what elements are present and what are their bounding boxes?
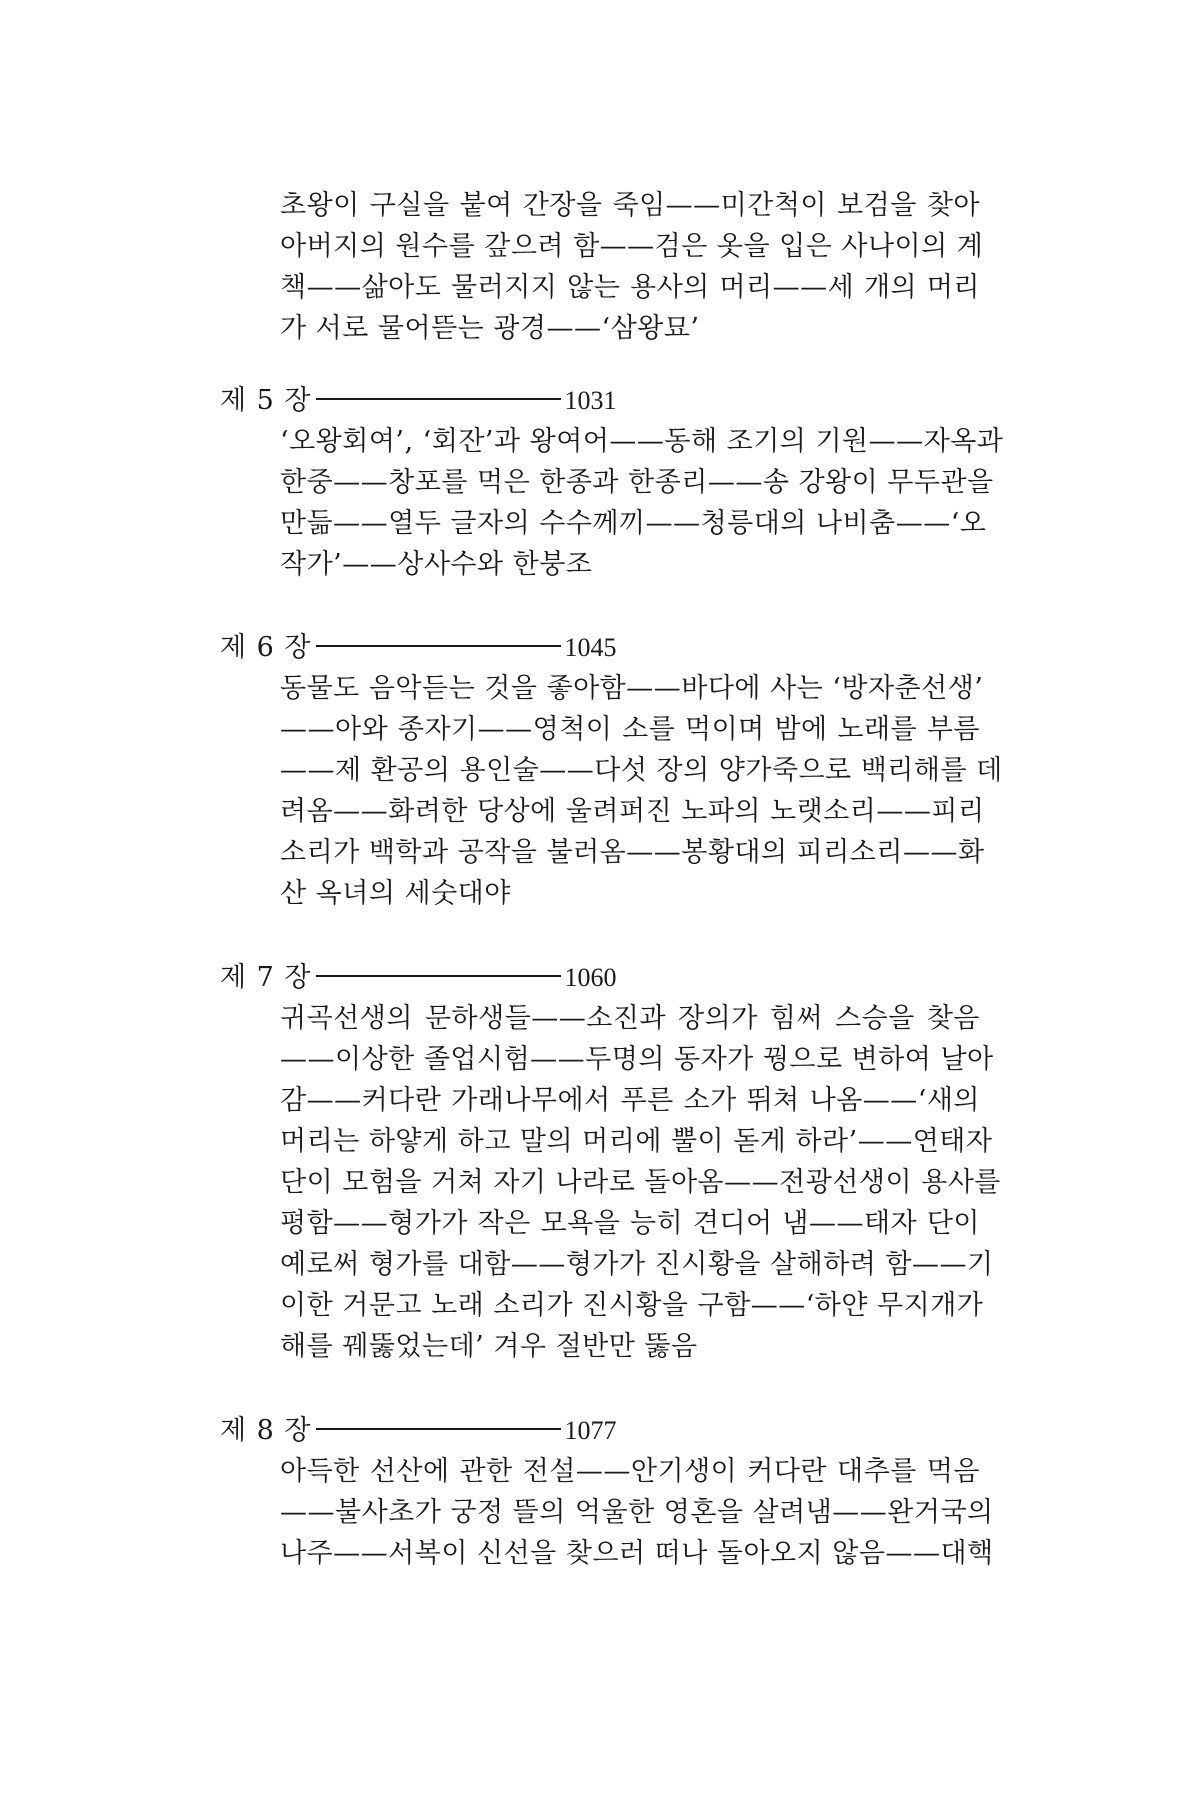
leader-line: [316, 645, 561, 647]
chapter-6-entry: [220, 627, 1003, 914]
chapter-4-continuation: [280, 185, 984, 349]
text-line: 려옴——화려한 당상에 울려퍼진 노파의 노랫소리——피리: [280, 796, 985, 827]
text-line: 가 서로 물어뜯는 광경——‘삼왕묘’: [280, 313, 700, 344]
text-line: 산 옥녀의 세숫대야: [280, 878, 511, 909]
chapter-heading: [220, 957, 980, 998]
text-line: ——불사초가 궁정 뜰의 억울한 영혼을 살려냄——완거국의: [280, 1497, 994, 1528]
text-line: ‘오왕회여’, ‘회잔’과 왕여어——동해 조기의 기원——자옥과: [280, 426, 1004, 457]
chapter-summary: [220, 421, 1004, 585]
text-line: 이한 거문고 노래 소리가 진시황을 구함——‘하얀 무지개가: [280, 1290, 984, 1321]
text-line: ——제 환공의 용인술——다섯 장의 양가죽으로 백리해를 데: [280, 755, 1003, 786]
chapter-page-number: 1031: [564, 386, 617, 415]
text-line: 작가’——상사수와 한붕조: [280, 549, 593, 580]
text-line: 만듦——열두 글자의 수수께끼——청릉대의 나비춤——‘오: [280, 508, 987, 539]
chapter-page-number: 1077: [564, 1416, 617, 1445]
chapter-heading: [220, 627, 980, 668]
text-line: 아버지의 원수를 갚으려 함——검은 옷을 입은 사나이의 계: [280, 231, 984, 262]
text-line: 한중——창포를 먹은 한종과 한종리——송 강왕이 무두관을: [280, 467, 994, 498]
chapter-8-entry: [220, 1410, 994, 1574]
text-line: 예로써 형가를 대함——형가가 진시황을 살해하려 함——기: [280, 1249, 994, 1280]
chapter-page-number: 1060: [564, 963, 617, 992]
chapter-summary: [220, 1451, 994, 1574]
text-line: ——아와 종자기——영척이 소를 먹이며 밤에 노래를 부름: [280, 714, 980, 745]
text-line: 소리가 백학과 공작을 불러옴——봉황대의 피리소리——화: [280, 837, 985, 868]
chapter-summary: [220, 668, 1003, 914]
chapter-heading: [220, 380, 980, 421]
text-line: 나주——서복이 신선을 찾으러 떠나 돌아오지 않음——대핵: [280, 1538, 994, 1569]
chapter-label: 제 8 장: [220, 1415, 312, 1446]
chapter-label: 제 5 장: [220, 385, 312, 416]
chapter-summary: [220, 998, 1001, 1367]
text-line: ——이상한 졸업시험——두명의 동자가 꿩으로 변하여 날아: [280, 1044, 994, 1075]
chapter-page-number: 1045: [564, 633, 617, 662]
text-line: 감——커다란 가래나무에서 푸른 소가 뛰쳐 나옴——‘새의: [280, 1085, 980, 1116]
leader-line: [316, 975, 561, 977]
chapter-label: 제 6 장: [220, 632, 312, 663]
text-line: 아득한 선산에 관한 전설——안기생이 커다란 대추를 먹음: [280, 1456, 980, 1487]
chapter-heading: [220, 1410, 980, 1451]
text-line: 귀곡선생의 문하생들——소진과 장의가 힘써 스승을 찾음: [280, 1003, 980, 1034]
chapter-7-entry: [220, 957, 1001, 1367]
text-line: 평함——형가가 작은 모욕을 능히 견디어 냄——태자 단이: [280, 1208, 980, 1239]
text-line: 책——삶아도 물러지지 않는 용사의 머리——세 개의 머리: [280, 272, 980, 303]
text-line: 머리는 하얗게 하고 말의 머리에 뿔이 돋게 하라’——연태자: [280, 1126, 993, 1157]
leader-line: [316, 1428, 561, 1430]
text-line: 해를 꿰뚫었는데’ 겨우 절반만 뚫음: [280, 1331, 698, 1362]
chapter-label: 제 7 장: [220, 962, 312, 993]
leader-line: [316, 398, 561, 400]
text-line: 동물도 음악듣는 것을 좋아함——바다에 사는 ‘방자춘선생’: [280, 673, 984, 704]
text-line: 단이 모험을 거쳐 자기 나라로 돌아옴——전광선생이 용사를: [280, 1167, 1001, 1198]
text-line: 초왕이 구실을 붙여 간장을 죽임——미간척이 보검을 찾아: [280, 190, 980, 221]
chapter-5-entry: [220, 380, 1004, 585]
